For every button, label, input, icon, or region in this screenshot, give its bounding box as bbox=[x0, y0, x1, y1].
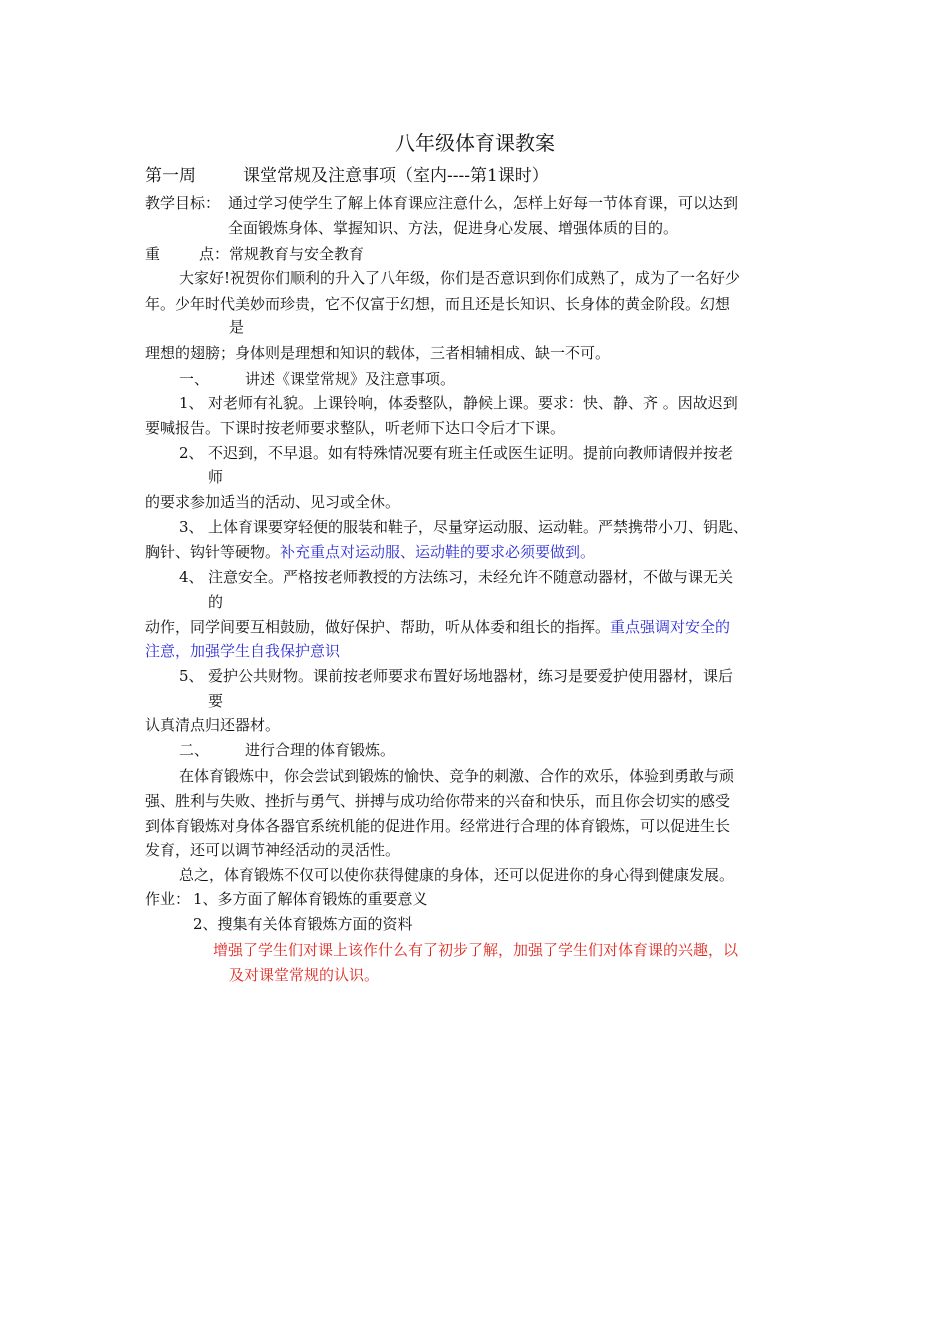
rule-1-line-2: 要喊报告。下课时按老师要求整队，听老师下达口令后才下课。 bbox=[145, 419, 566, 437]
homework-label: 作业： bbox=[145, 890, 191, 908]
rule-4-note-2: 注意，加强学生自我保护意识 bbox=[145, 642, 341, 660]
section-2-heading: 进行合理的体育锻炼。 bbox=[245, 741, 396, 759]
rule-4-note-1: 重点强调对安全的 bbox=[610, 618, 731, 636]
rule-5-line-2: 认真清点归还器材。 bbox=[145, 716, 281, 734]
rule-4-text: 动作，同学间要互相鼓励，做好保护、帮助，听从体委和组长的指挥。 bbox=[145, 618, 611, 636]
objective-label: 教学目标： bbox=[145, 194, 221, 212]
section-1-heading: 讲述《课堂常规》及注意事项。 bbox=[245, 370, 456, 388]
section-1-number: 一、 bbox=[179, 370, 210, 388]
reflection-line-1: 增强了学生们对课上该作什么有了初步了解，加强了学生们对体育课的兴趣，以 bbox=[213, 941, 739, 959]
intro-line-3: 理想的翅膀；身体则是理想和知识的载体，三者相辅相成、缺一不可。 bbox=[145, 344, 611, 362]
rule-2-wrap: 师 bbox=[208, 468, 224, 486]
rule-5-number: 5、 bbox=[179, 667, 204, 685]
rule-4-line-1: 注意安全。严格按老师教授的方法练习，未经允许不随意动器材，不做与课无关 bbox=[208, 568, 734, 586]
rule-1-line-1: 对老师有礼貌。上课铃响，体委整队，静候上课。要求：快、静、齐 。因故迟到 bbox=[208, 394, 738, 412]
rule-5-line-1: 爱护公共财物。课前按老师要求布置好场地器材，练习是要爱护使用器材，课后 bbox=[208, 667, 734, 685]
objective-line-2: 全面锻炼身体、掌握知识、方法，促进身心发展、增强体质的目的。 bbox=[228, 219, 679, 237]
rule-2-line-2: 的要求参加适当的活动、见习或全休。 bbox=[145, 493, 401, 511]
rule-1-number: 1、 bbox=[179, 394, 204, 412]
week-heading: 第一周 bbox=[145, 166, 196, 186]
exercise-line-1: 在体育锻炼中，你会尝试到锻炼的愉快、竞争的刺激、合作的欢乐，体验到勇敢与顽 bbox=[179, 767, 735, 785]
homework-item-2: 2、搜集有关体育锻炼方面的资料 bbox=[193, 915, 413, 933]
exercise-line-4: 发育，还可以调节神经活动的灵活性。 bbox=[145, 841, 401, 859]
objective-line-1: 通过学习使学生了解上体育课应注意什么，怎样上好每一节体育课，可以达到 bbox=[228, 194, 739, 212]
rule-4-number: 4、 bbox=[179, 568, 204, 586]
exercise-line-2: 强、胜利与失败、挫折与勇气、拼搏与成功给你带来的兴奋和快乐，而且你会切实的感受 bbox=[145, 792, 731, 810]
intro-line-2: 年。少年时代美妙而珍贵，它不仅富于幻想，而且还是长知识、长身体的黄金阶段。幻想 bbox=[145, 295, 731, 313]
rule-3-note: 补充重点对运动服、运动鞋的要求必须要做到。 bbox=[280, 543, 596, 561]
rule-3-text: 胸针、钩针等硬物。 bbox=[145, 543, 281, 561]
focus-text: 常规教育与安全教育 bbox=[229, 245, 365, 263]
rule-3-line-1: 上体育课要穿轻便的服装和鞋子，尽量穿运动服、运动鞋。严禁携带小刀、钥匙、 bbox=[208, 518, 749, 536]
focus-label-b: 点： bbox=[199, 245, 230, 263]
rule-2-line-1: 不迟到，不早退。如有特殊情况要有班主任或医生证明。提前向教师请假并按老 bbox=[208, 444, 734, 462]
section-2-number: 二、 bbox=[179, 741, 210, 759]
reflection-line-2: 及对课堂常规的认识。 bbox=[229, 966, 380, 984]
intro-line-1: 大家好!祝贺你们顺利的升入了八年级，你们是否意识到你们成熟了，成为了一名好少 bbox=[179, 269, 741, 287]
rule-3-line-2 bbox=[145, 542, 595, 562]
exercise-line-3: 到体育锻炼对身体各器官系统机能的促进作用。经常进行合理的体育锻炼，可以促进生长 bbox=[145, 817, 731, 835]
rule-2-number: 2、 bbox=[179, 444, 204, 462]
rule-5-wrap: 要 bbox=[208, 692, 224, 710]
summary: 总之，体育锻炼不仅可以使你获得健康的身体，还可以促进你的身心得到健康发展。 bbox=[179, 866, 735, 884]
document-title: 八年级体育课教案 bbox=[395, 131, 555, 155]
rule-4-line-2 bbox=[145, 617, 730, 637]
rule-4-wrap: 的 bbox=[208, 593, 224, 611]
intro-line-2-wrap: 是 bbox=[229, 318, 245, 336]
rule-3-number: 3、 bbox=[179, 518, 204, 536]
lesson-topic: 课堂常规及注意事项（室内----第1课时） bbox=[243, 166, 549, 186]
homework-item-1: 1、多方面了解体育锻炼的重要意义 bbox=[193, 890, 428, 908]
focus-label-a: 重 bbox=[145, 245, 161, 263]
